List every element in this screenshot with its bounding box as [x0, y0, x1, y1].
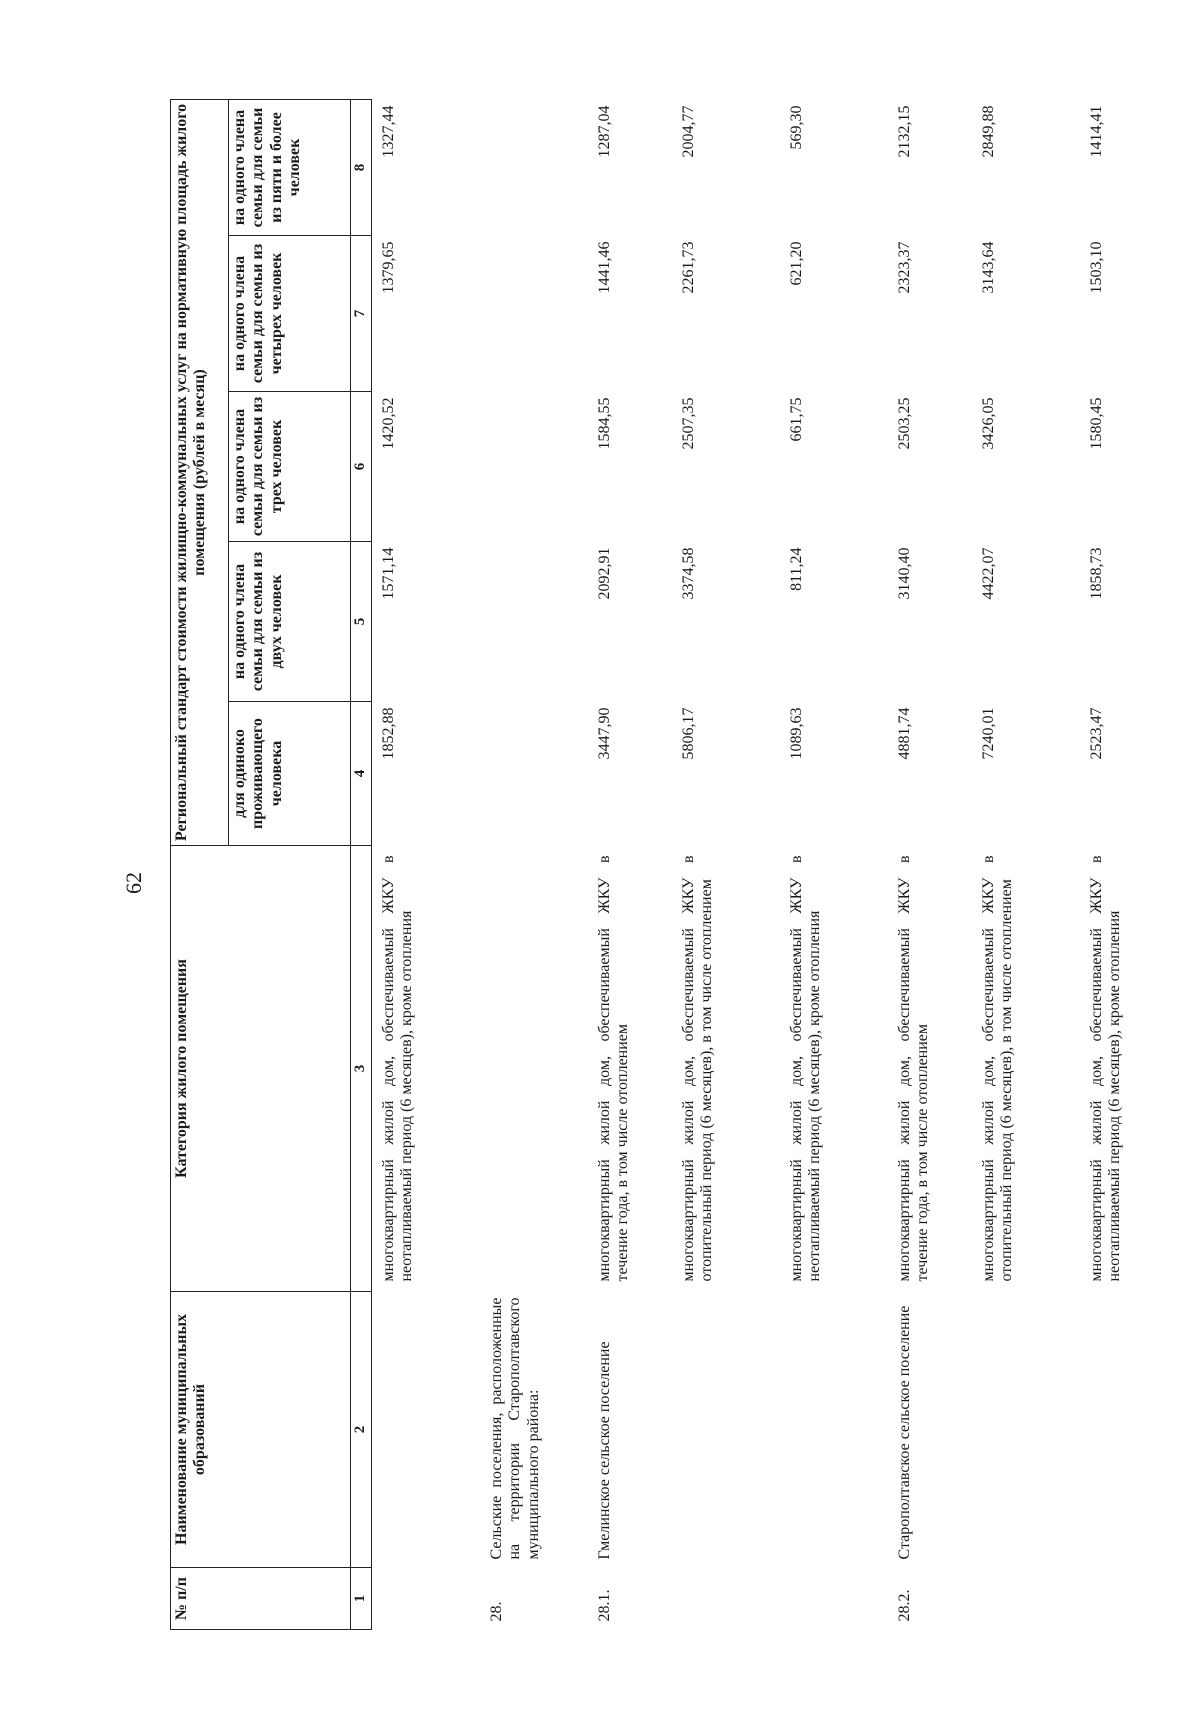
row-number: 28. — [488, 1601, 505, 1622]
municipality-name — [1080, 1292, 1188, 1568]
municipality-name — [780, 1292, 888, 1568]
municipality-name: Сельские поселения, расположенные на территории Старополтавского муниципального района: — [488, 1297, 542, 1560]
value-single: 5806,17 — [680, 707, 697, 760]
column-number: 8 — [351, 99, 372, 235]
column-number: 5 — [351, 542, 372, 702]
municipality-name: Гмелинское сельское поселение — [596, 1341, 613, 1560]
table-row — [480, 99, 588, 1629]
value-five-plus: 1414,41 — [1088, 105, 1105, 158]
column-number: 2 — [351, 1292, 372, 1568]
value-three: 1584,55 — [596, 397, 613, 450]
value-two: 811,24 — [788, 547, 805, 591]
housing-category: многоквартирный жилой дом, обеспечиваемый ЖКУ в течение года, в том числе отоплением — [596, 855, 632, 1282]
value-four: 621,20 — [788, 241, 805, 286]
value-four: 2261,73 — [680, 241, 697, 294]
housing-category: многоквартирный жилой дом, обеспечиваемый ЖКУ в неотапливаемый период (6 месяцев), кроме отопления — [788, 855, 824, 1282]
value-five-plus: 1287,04 — [596, 105, 613, 158]
housing-category — [480, 846, 588, 1292]
table-row — [672, 99, 780, 1629]
value-three: 3426,05 — [980, 397, 997, 450]
column-number: 3 — [351, 846, 372, 1292]
value-single: 1852,88 — [380, 707, 397, 760]
header-number: № п/п — [171, 1568, 351, 1630]
value-four: 1379,65 — [380, 241, 397, 294]
column-number: 7 — [351, 236, 372, 392]
value-five-plus: 1327,44 — [380, 105, 397, 158]
value-single: 2523,47 — [1088, 707, 1105, 760]
value-two: 3140,40 — [896, 547, 913, 600]
value-single: 7240,01 — [980, 707, 997, 760]
table-row — [780, 99, 888, 1629]
column-number: 4 — [351, 702, 372, 846]
value-two: 2092,91 — [596, 547, 613, 600]
table-row — [1080, 99, 1188, 1629]
row-number — [1080, 1568, 1188, 1630]
value-four: 1441,46 — [596, 241, 613, 294]
housing-category: многоквартирный жилой дом, обеспечиваемый ЖКУ в неотапливаемый период (6 месяцев), кроме отопления — [1088, 855, 1124, 1282]
table-row — [588, 99, 672, 1629]
row-number: 28.1. — [596, 1589, 613, 1622]
housing-cost-standard-table — [170, 99, 1188, 1630]
municipality-name — [972, 1292, 1080, 1568]
rotated-table-block — [170, 100, 1130, 1630]
value-three — [480, 392, 588, 542]
header-regional-standard: Региональный стандарт стоимости жилищно-коммунальных услуг на нормативную площадь жилого помещения (рублей в месяц) — [171, 99, 229, 845]
table-row — [888, 99, 972, 1629]
value-two: 4422,07 — [980, 547, 997, 600]
value-five-plus: 2132,15 — [896, 105, 913, 158]
column-number: 1 — [351, 1568, 372, 1630]
table-row — [372, 99, 481, 1629]
value-three: 661,75 — [788, 397, 805, 442]
row-number — [372, 1568, 481, 1630]
value-two — [480, 542, 588, 702]
value-five-plus: 2849,88 — [980, 105, 997, 158]
header-single-person: для одиноко проживающего человека — [229, 702, 351, 846]
row-number — [972, 1568, 1080, 1630]
row-number — [672, 1568, 780, 1630]
table-row — [972, 99, 1080, 1629]
value-three: 2507,35 — [680, 397, 697, 450]
value-two: 1571,14 — [380, 547, 397, 600]
header-category: Категория жилого помещения — [171, 846, 351, 1292]
value-three: 1580,45 — [1088, 397, 1105, 450]
value-two: 1858,73 — [1088, 547, 1105, 600]
housing-category: многоквартирный жилой дом, обеспечиваемый ЖКУ в течение года, в том числе отоплением — [896, 855, 932, 1282]
value-four: 1503,10 — [1088, 241, 1105, 294]
value-five-plus: 2004,77 — [680, 105, 697, 158]
value-single: 4881,74 — [896, 707, 913, 760]
municipality-name: Старополтавское сельское поселение — [896, 1305, 913, 1560]
value-five-plus: 569,30 — [788, 105, 805, 150]
value-four: 3143,64 — [980, 241, 997, 294]
municipality-name — [672, 1292, 780, 1568]
value-three: 2503,25 — [896, 397, 913, 450]
value-single — [480, 702, 588, 846]
value-two: 3374,58 — [680, 547, 697, 600]
housing-category: многоквартирный жилой дом, обеспечиваемый ЖКУ в отопительный период (6 месяцев), в том числе отоплением — [680, 855, 716, 1282]
municipality-name — [372, 1292, 481, 1568]
value-five-plus — [480, 99, 588, 235]
header-family-of-two: на одного члена семьи для семьи из двух человек — [229, 542, 351, 702]
value-four: 2323,37 — [896, 241, 913, 294]
housing-category: многоквартирный жилой дом, обеспечиваемый ЖКУ в неотапливаемый период (6 месяцев), кроме отопления — [380, 855, 416, 1282]
row-number — [780, 1568, 888, 1630]
page-number: 62 — [121, 872, 146, 894]
header-municipality: Наименование муниципальных образований — [171, 1292, 351, 1568]
header-family-of-four: на одного члена семьи для семьи из четырех человек — [229, 236, 351, 392]
value-four — [480, 236, 588, 392]
header-family-of-five-plus: на одного члена семьи для семьи из пяти и более человек — [229, 99, 351, 235]
housing-category: многоквартирный жилой дом, обеспечиваемый ЖКУ в отопительный период (6 месяцев), в том числе отоплением — [980, 855, 1016, 1282]
row-number: 28.2. — [896, 1589, 913, 1622]
value-single: 1089,63 — [788, 707, 805, 760]
value-three: 1420,52 — [380, 397, 397, 450]
header-family-of-three: на одного члена семьи для семьи из трех человек — [229, 392, 351, 542]
column-number: 6 — [351, 392, 372, 542]
value-single: 3447,90 — [596, 707, 613, 760]
